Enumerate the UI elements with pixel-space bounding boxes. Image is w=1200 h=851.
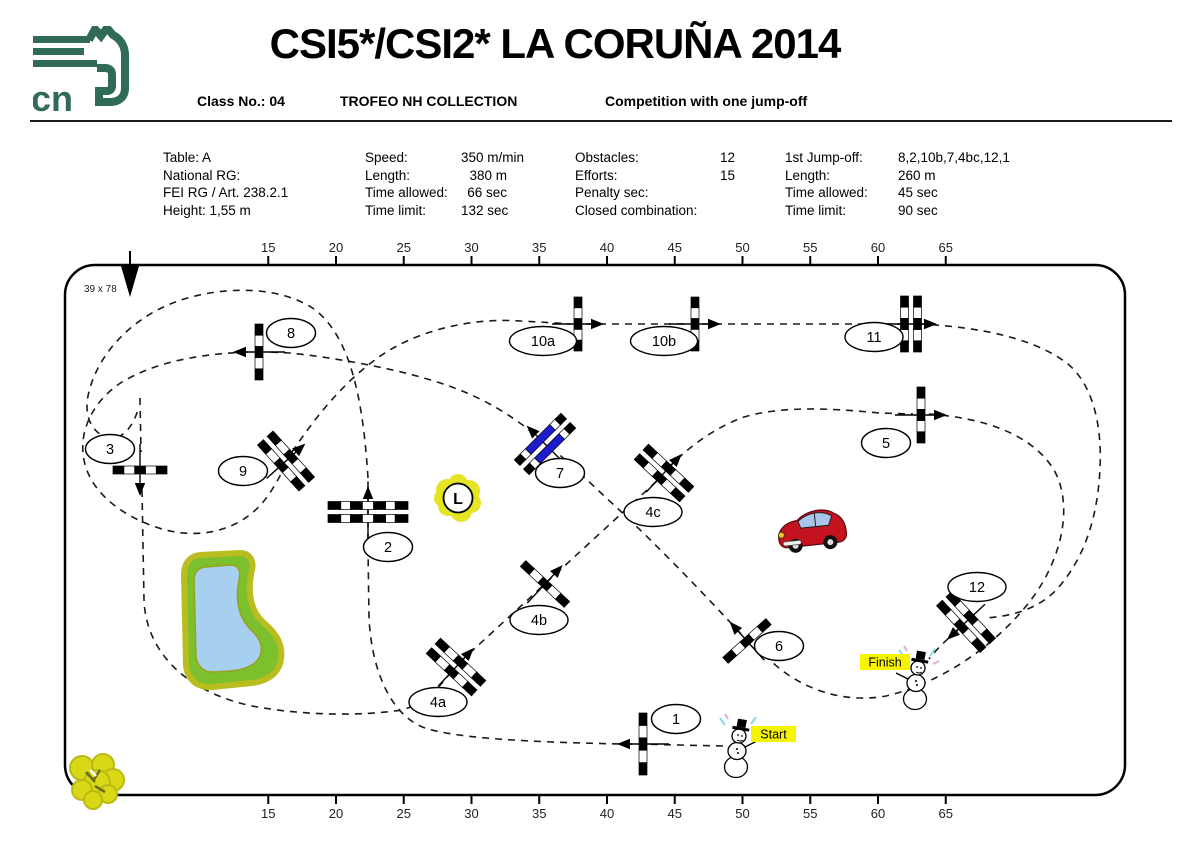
class-name: TROFEO NH COLLECTION <box>340 93 518 109</box>
obstacle-number: 12 <box>968 580 986 596</box>
ruler-number-top: 45 <box>667 240 682 255</box>
obstacle-number: 4a <box>429 695 447 711</box>
class-number: Class No.: 04 <box>197 93 285 109</box>
ruler-number-bottom: 55 <box>803 806 818 821</box>
obstacle-label-10a <box>510 327 577 356</box>
ruler-number-top: 55 <box>803 240 818 255</box>
obstacle-number: 8 <box>286 326 296 342</box>
obstacle-number: 3 <box>105 442 115 458</box>
arena-border <box>65 265 1125 795</box>
obstacle-number: 4c <box>645 505 661 521</box>
detail-label: Obstacles: <box>575 150 639 165</box>
water-pond <box>184 553 281 687</box>
ruler-number-bottom: 50 <box>735 806 750 821</box>
ruler-number-bottom: 40 <box>599 806 615 821</box>
detail-line: National RG: <box>163 167 241 183</box>
obstacle-label-8 <box>267 319 316 348</box>
detail-label: Penalty sec: <box>575 185 649 200</box>
logo-text: cn <box>33 78 74 114</box>
detail-value: 8,2,10b,7,4bc,12,1 <box>898 150 1010 165</box>
detail-label: 1st Jump-off: <box>785 150 863 165</box>
arena-size-label: 39 x 78 <box>84 284 117 295</box>
obstacle-number: 11 <box>866 330 882 346</box>
ruler-number-bottom: 30 <box>464 806 479 821</box>
ruler-number-bottom: 20 <box>328 806 344 821</box>
ruler-number-bottom: 25 <box>396 806 411 821</box>
ruler-number-bottom: 15 <box>261 806 276 821</box>
detail-label: Time allowed: <box>365 185 448 200</box>
start-label <box>751 726 796 742</box>
obstacle-number: 7 <box>555 466 565 482</box>
competition-type: Competition with one jump-off <box>605 93 808 109</box>
ruler-number-top: 50 <box>735 240 750 255</box>
snowman-marker <box>720 714 760 778</box>
detail-value: 350 m/min <box>461 150 525 165</box>
start-label-text: Start <box>760 727 787 742</box>
obstacle-label-1 <box>652 705 701 734</box>
flower-decoration <box>70 754 124 809</box>
course-path <box>270 352 534 434</box>
detail-label: Closed combination: <box>575 202 698 218</box>
obstacle-label-10b <box>631 327 698 356</box>
detail-value: 45 sec <box>898 185 938 200</box>
ruler-number-bottom: 45 <box>667 806 682 821</box>
obstacle-label-6 <box>755 632 804 661</box>
ruler-number-top: 15 <box>261 240 276 255</box>
finish-label-text: Finish <box>868 655 902 670</box>
car-decoration <box>776 508 848 555</box>
obstacle-2 <box>328 486 408 538</box>
detail-label: Time allowed: <box>785 185 868 200</box>
obstacle-number: 4b <box>530 613 548 629</box>
obstacle-label-11 <box>845 323 903 352</box>
detail-line: Table: A <box>163 150 212 165</box>
detail-label: Time limit: <box>785 202 846 218</box>
obstacle-number: 1 <box>671 712 681 728</box>
obstacle-label-2 <box>364 533 413 562</box>
ruler-number-top: 30 <box>464 240 479 255</box>
obstacle-label-4b <box>510 606 568 635</box>
detail-line: FEI RG / Art. 238.2.1 <box>163 185 289 200</box>
obstacle-label-12 <box>948 573 1006 602</box>
course-path <box>140 398 141 452</box>
obstacle-number: 6 <box>774 639 784 655</box>
detail-label: Length: <box>785 167 831 183</box>
ruler-number-top: 65 <box>938 240 953 255</box>
water-element-L <box>434 474 481 522</box>
detail-value: 66 sec <box>467 185 507 200</box>
detail-label: Efforts: <box>575 167 618 183</box>
page-title: CSI5*/CSI2* LA CORUÑA 2014 <box>269 20 841 67</box>
obstacle-number: 5 <box>881 436 891 452</box>
ruler-number-top: 20 <box>328 240 344 255</box>
detail-label: Time limit: <box>365 202 426 218</box>
ruler-number-bottom: 60 <box>870 806 886 821</box>
detail-value: 15 <box>719 167 735 183</box>
obstacle-label-4a <box>409 688 467 717</box>
detail-value: 260 m <box>898 167 936 183</box>
course-path <box>556 452 741 634</box>
obstacle-label-3 <box>86 435 135 464</box>
ruler-number-top: 60 <box>870 240 886 255</box>
obstacle-number: 10a <box>530 334 556 350</box>
detail-value: 132 sec <box>461 202 509 218</box>
finish-label <box>860 654 910 670</box>
obstacle-label-4c <box>624 498 682 527</box>
ruler-number-bottom: 35 <box>532 806 547 821</box>
detail-value: 90 sec <box>898 202 938 218</box>
obstacle-label-9 <box>219 457 268 486</box>
ruler-number-top: 40 <box>599 240 615 255</box>
obstacle-label-5 <box>862 429 911 458</box>
ruler-number-top: 35 <box>532 240 547 255</box>
detail-line: Height: 1,55 m <box>163 202 251 218</box>
detail-value: 380 m <box>469 167 507 183</box>
water-element-label: L <box>453 491 463 508</box>
ruler-number-top: 25 <box>396 240 411 255</box>
obstacle-number: 2 <box>383 540 393 556</box>
obstacle-number: 10b <box>651 334 677 350</box>
detail-label: Speed: <box>365 150 408 165</box>
ruler-number-bottom: 65 <box>938 806 953 821</box>
obstacle-label-7 <box>536 459 585 488</box>
entry-arrow-icon <box>121 251 139 297</box>
detail-label: Length: <box>365 167 411 183</box>
obstacle-number: 9 <box>238 464 248 480</box>
detail-value: 12 <box>719 150 735 165</box>
course-path <box>919 324 1100 618</box>
